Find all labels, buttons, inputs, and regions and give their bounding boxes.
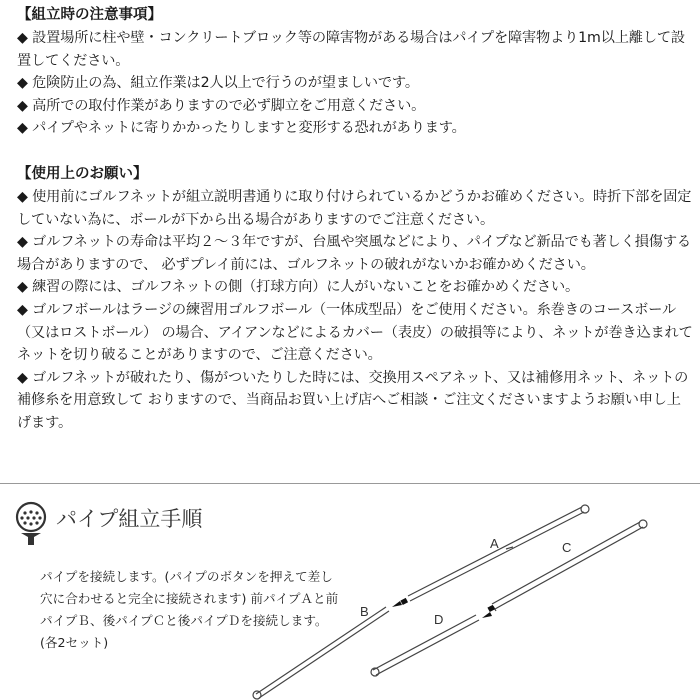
- label-pipe-c: C: [562, 540, 572, 555]
- assembly-caution-item: ◆ 高所での取付作業がありますので必ず脚立をご用意ください。: [17, 97, 426, 114]
- pipe-b-edge: [259, 611, 389, 698]
- connector-plug-d: [487, 605, 495, 612]
- assembly-caution-item: ◆ 設置場所に柱や壁・コンクリートブロック等の障害物がある場合はパイプを障害物より1m以上離して設置してください。: [17, 30, 685, 69]
- usage-request-item: ◆ ゴルフボールはラージの練習用ゴルフボール（一体成型品）をご使用ください。糸巻きのコースボール（又はロストボール） の場合、アイアンなどによるカバー（表皮）の破損等により、ネットが巻き込まれてネットを切り破ることがありますので、ご注意ください。: [17, 301, 693, 364]
- label-pipe-b: B: [360, 604, 369, 619]
- usage-request-item: ◆ 使用前にゴルフネットが組立説明書通りに取り付けられているかどうかお確めください。時折下部を固定していない為に、ボールが下から出る場合がありますのでご注意ください。: [17, 188, 692, 228]
- connect-arrow-b-to-a: [392, 601, 402, 607]
- pipe-c-edge: [492, 522, 640, 604]
- section-divider: [0, 483, 700, 484]
- notes-section: [17, 4, 693, 435]
- usage-request-item: ◆ ゴルフネットが破れたり、傷がついたりした時には、交換用スペアネット、又は補修用ネット、ネットの補修糸を用意致して おりますので、当商品お買い上げ店へご相談・ご注文くださいますようお願い申し上げます。: [17, 369, 689, 431]
- usage-request-item: ◆ ゴルフネットの寿命は平均２～３年ですが、台風や突風などにより、パイプなど新品でも著しく損傷する場合がありますので、 必ずプレイ前には、ゴルフネットの破れがないかお確かめください。: [17, 234, 691, 273]
- pipe-d-edge: [373, 615, 476, 670]
- connect-arrow-d-to-c: [482, 612, 492, 618]
- section-spacer: [17, 140, 693, 163]
- pipe-b-edge: [256, 607, 386, 694]
- connector-plug-b: [400, 598, 408, 605]
- assembly-cautions-heading: 【組立時の注意事項】: [17, 7, 162, 23]
- assembly-caution-item: ◆ パイプやネットに寄りかかったりしますと変形する恐れがあります。: [17, 120, 466, 137]
- pipe-end-cap: [253, 691, 261, 699]
- pipe-assembly-heading: パイプ組立手順: [56, 507, 203, 531]
- pipe-a-edge: [410, 512, 584, 601]
- pipe-end-cap: [639, 520, 647, 528]
- pipe-end-cap: [581, 505, 589, 513]
- golf-ball-tee-icon: [8, 499, 54, 547]
- label-pipe-d: D: [434, 612, 444, 627]
- usage-requests-heading: 【使用上のお願い】: [17, 165, 148, 182]
- usage-request-item: ◆ 練習の際には、ゴルフネットの側（打球方向）に人がいないことをお確かめください。: [17, 279, 580, 296]
- pipe-d-edge: [376, 620, 479, 675]
- label-pipe-a: A: [490, 536, 499, 551]
- pipe-assembly-description: パイプを接続します。(パイプのボタンを押えて差し穴に合わせると完全に接続されます) 前パイプＡと前パイプＢ、後パイプＣと後パイプＤを接続します。(各2セット): [40, 569, 339, 650]
- assembly-caution-item: ◆ 危険防止の為、組立作業は2人以上で行うのが望ましいです。: [17, 75, 419, 92]
- pipe-connection-diagram: [230, 490, 700, 700]
- pipe-a-edge: [408, 507, 582, 596]
